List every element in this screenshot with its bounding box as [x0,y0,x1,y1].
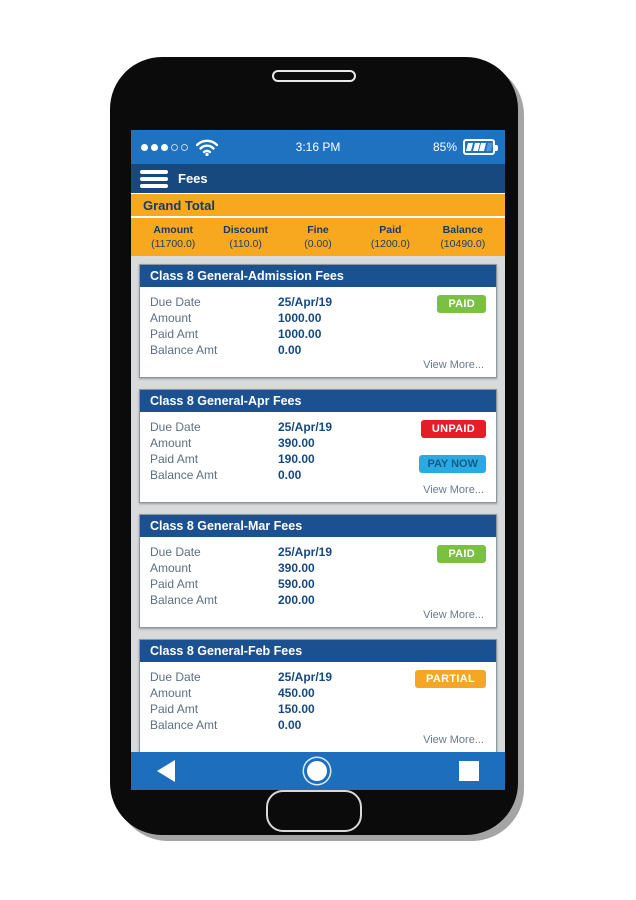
field-value: 1000.00 [278,311,322,325]
fee-card-list [131,256,505,752]
view-more-link[interactable]: View More... [423,484,484,496]
column-header: Paid [379,224,402,236]
field-label: Amount [150,436,192,450]
field-value: 0.00 [278,343,302,357]
page-title: Fees [178,171,208,186]
field-label: Balance Amt [150,593,218,607]
status-badge: PAID [437,545,486,563]
total-fine: (0.00) [304,238,332,250]
fee-card-title: Class 8 General-Feb Fees [140,640,496,662]
field-value: 390.00 [278,436,315,450]
hamburger-menu-icon[interactable] [140,170,168,188]
field-value: 0.00 [278,468,302,482]
total-amount: (11700.0) [151,238,196,250]
battery-icon [463,139,495,155]
field-value: 390.00 [278,561,315,575]
field-label: Paid Amt [150,702,199,716]
field-label: Paid Amt [150,577,199,591]
total-discount: (110.0) [229,238,262,250]
wifi-icon [196,139,218,156]
field-label: Paid Amt [150,327,199,341]
field-value: 1000.00 [278,327,322,341]
field-label: Balance Amt [150,468,218,482]
grand-total-title: Grand Total [143,197,215,213]
app-header [131,164,505,194]
phone-frame [110,57,518,835]
fee-card-body [140,662,496,752]
status-bar [131,130,505,164]
field-value: 25/Apr/19 [278,545,333,559]
status-badge: PAID [437,295,486,313]
total-paid: (1200.0) [370,238,410,250]
phone-speaker [272,70,356,82]
back-icon[interactable] [157,760,175,782]
fee-card-title: Class 8 General-Mar Fees [140,515,496,537]
fee-card-feb [139,639,497,752]
field-value: 25/Apr/19 [278,295,333,309]
view-more-link[interactable]: View More... [423,734,484,746]
field-label: Amount [150,686,192,700]
field-label: Amount [150,311,192,325]
view-more-link[interactable]: View More... [423,609,484,621]
field-value: 0.00 [278,718,302,732]
fee-card-apr [139,389,497,503]
field-value: 190.00 [278,452,315,466]
fee-card-body [140,537,496,627]
android-nav-bar [131,752,505,790]
column-header: Balance [442,224,483,236]
field-label: Due Date [150,545,201,559]
status-badge: UNPAID [421,420,486,438]
field-label: Due Date [150,295,201,309]
recents-icon[interactable] [459,761,479,781]
field-value: 590.00 [278,577,315,591]
column-header: Discount [223,224,269,236]
field-value: 200.00 [278,593,315,607]
field-value: 150.00 [278,702,315,716]
home-icon[interactable] [307,761,327,781]
total-balance: (10490.0) [440,238,486,250]
fee-card-title: Class 8 General-Apr Fees [140,390,496,412]
fee-card-admission [139,264,497,378]
field-label: Due Date [150,670,201,684]
field-label: Balance Amt [150,343,218,357]
status-time: 3:16 PM [295,140,341,154]
app-screen [131,130,505,790]
field-value: 450.00 [278,686,315,700]
battery-percent: 85% [432,140,457,154]
column-header: Amount [153,224,194,236]
field-label: Due Date [150,420,201,434]
field-label: Balance Amt [150,718,218,732]
pay-now-button[interactable]: PAY NOW [419,455,486,473]
fee-card-body [140,287,496,377]
signal-dots-icon [141,144,188,151]
fee-card-body [140,412,496,502]
fee-card-title: Class 8 General-Admission Fees [140,265,496,287]
field-value: 25/Apr/19 [278,670,333,684]
field-label: Paid Amt [150,452,199,466]
fee-card-mar [139,514,497,628]
view-more-link[interactable]: View More... [423,359,484,371]
grand-total-bar [131,194,505,218]
field-value: 25/Apr/19 [278,420,333,434]
column-header: Fine [307,224,329,236]
field-label: Amount [150,561,192,575]
grand-total-table [131,218,505,256]
status-badge: PARTIAL [415,670,486,688]
phone-home-button[interactable] [266,790,362,832]
